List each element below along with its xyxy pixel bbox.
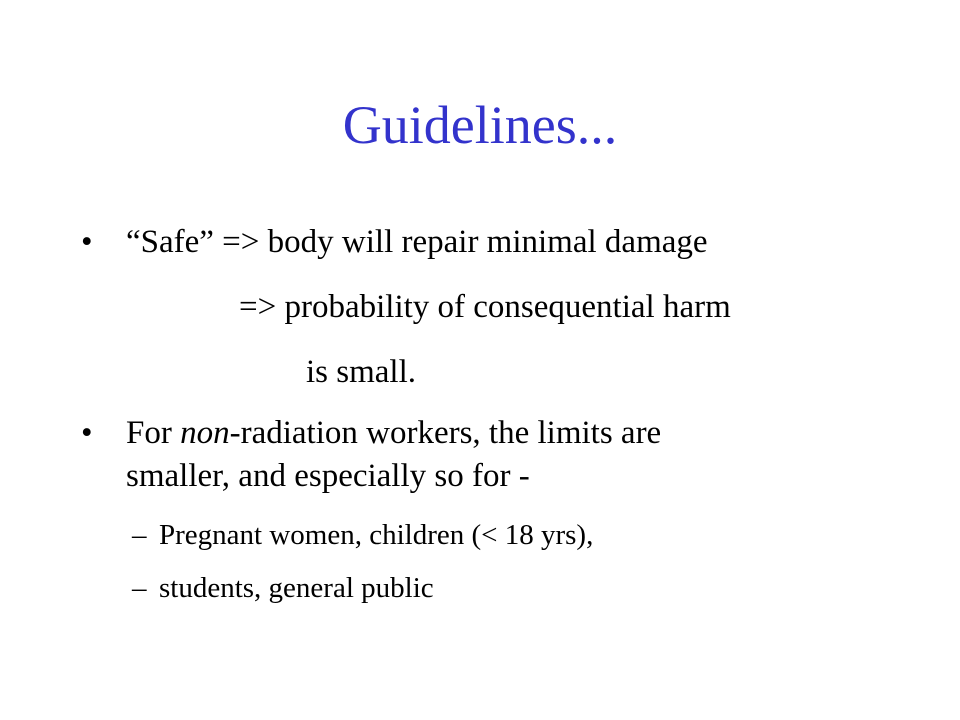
sub-mark: – <box>132 519 147 551</box>
bullet-1-line-2: => probability of consequential harm <box>239 289 731 325</box>
sub-item <box>132 517 832 553</box>
slide-title: Guidelines... <box>342 95 618 155</box>
bullet-1-line-1: “Safe” => body will repair minimal damage <box>126 224 708 260</box>
bullet-mark: • <box>81 415 93 451</box>
bullet-2-text-post: -radiation workers, the limits are <box>229 415 662 451</box>
sub-item <box>132 570 832 606</box>
bullet-1 <box>81 222 881 262</box>
bullet-1-line-3: is small. <box>306 354 417 390</box>
bullet-mark: • <box>81 224 93 260</box>
bullet-2-text-pre: For <box>126 415 181 451</box>
bullet-2-line-1 <box>126 413 661 453</box>
sub-item-text: Pregnant women, children (< 18 yrs), <box>159 519 594 551</box>
sub-item-text: students, general public <box>159 572 434 604</box>
bullet-2-text-italic: non <box>180 415 230 451</box>
bullet-2-line-2: smaller, and especially so for - <box>126 458 530 494</box>
sub-mark: – <box>132 572 147 604</box>
bullet-2 <box>81 413 901 453</box>
